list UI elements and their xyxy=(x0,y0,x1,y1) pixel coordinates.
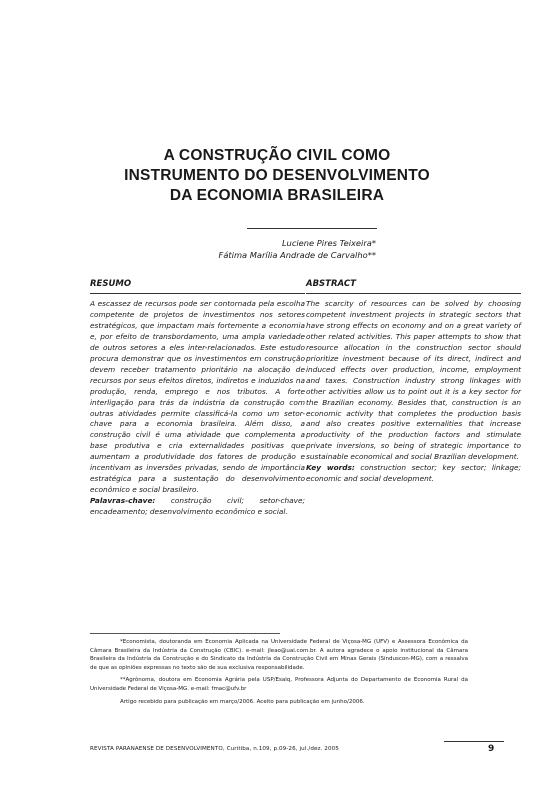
footnote-divider xyxy=(90,633,280,634)
resumo-column xyxy=(90,279,305,518)
abstract-body: The scarcity of resources can be solved by choosing competent investment projects in strategic sectors that have strong effects on economy and on a great variety of other related activities. This paper attempts to show that resource allocation in the construction sector should prioritize investment because of its direct, indirect and induced effects over production, income, employment and taxes. Construction industry strong linkages with other activities allow us to point out it is a key sector for the Brazilian economy. Besides that, construction is an economic activity that completes the production basis and also creates positive externalities that increase productivity of the production factors and stimulate private inversions, so being of strategic importance to sustainable economical and social Brazilian development. xyxy=(306,299,521,462)
received-note: Artigo recebido para publicação em março/2006. Aceito para publicação em junho/2006. xyxy=(120,698,365,705)
page-number: 9 xyxy=(488,744,495,754)
abstract-keywords-text: construction sector; key sector; linkage; economic and social development. xyxy=(306,463,521,484)
resumo-heading: RESUMO xyxy=(90,279,305,294)
author-block xyxy=(219,237,376,261)
title-line-1: A CONSTRUÇÃO CIVIL COMO xyxy=(163,147,391,164)
author-1: Luciene Pires Teixeira* xyxy=(281,238,376,248)
footer-divider xyxy=(444,741,504,742)
footnote-author-1: *Economista, doutoranda em Economia Aplicada na Universidade Federal de Viçosa-MG (UFV) e Assessora Econômica da Câmara Brasileira da Indústria da Construção (CBIC). e-mail: jleao@uai.com.br. A autora agradece o apoio institucional da Câmara Brasileira da Indústria da Construção e do Sindicato da Indústria da Construção Civil em Minas Gerais (Sinduscon-MG), com a ressalva de que as opiniões expressas no texto são de sua exclusiva responsabilidade. xyxy=(90,639,468,671)
resumo-keywords-text: construção civil; setor-chave; encadeamento; desenvolvimento econômico e social. xyxy=(90,496,305,517)
title-divider xyxy=(247,228,377,229)
abstract-column xyxy=(306,279,521,485)
article-title xyxy=(0,146,554,206)
abstract-keywords-label: Key words: xyxy=(306,463,355,473)
abstract-heading: ABSTRACT xyxy=(306,279,521,294)
author-2: Fátima Marília Andrade de Carvalho** xyxy=(218,250,376,260)
resumo-body: A escassez de recursos pode ser contornada pela escolha competente de projetos de investimentos nos setores estratégicos, que impactam mais fortemente a economia e, por efeito de transbordamento, uma ampla variedade de outros setores a eles inter-relacionados. Este estudo procura demonstrar que os investimentos em construção devem receber tratamento prioritário na alocação de recursos por seus efeitos diretos, indiretos e induzidos na produção, renda, emprego e nos tributos. A forte interligação para trás da indústria da construção com outras atividades permite classificá-la como um setor-chave para a economia brasileira. Além disso, a construção civil é uma atividade que complementa a base produtiva e cria externalidades positivas que aumentam a produtividade dos fatores de produção e incentivam as inversões privadas, sendo de importância estratégica para a sustentação do desenvolvimento econômico e social brasileiro. xyxy=(90,299,305,495)
resumo-keywords xyxy=(90,496,305,518)
title-line-2: INSTRUMENTO DO DESENVOLVIMENTO xyxy=(124,167,430,184)
footnotes xyxy=(90,638,468,706)
title-line-3: DA ECONOMIA BRASILEIRA xyxy=(169,187,385,204)
abstract-keywords xyxy=(306,463,521,485)
resumo-keywords-label: Palavras-chave: xyxy=(90,496,156,506)
running-footer: REVISTA PARANAENSE DE DESENVOLVIMENTO, Curitiba, n.109, p.09-26, jul./dez. 2005 xyxy=(90,746,339,752)
footnote-author-2: **Agrônoma, doutora em Economia Agrária pela USP/Esalq, Professora Adjunta do Departamento de Economia Rural da Universidade Federal de Viçosa-MG. e-mail: fmac@ufv.br xyxy=(90,677,468,692)
